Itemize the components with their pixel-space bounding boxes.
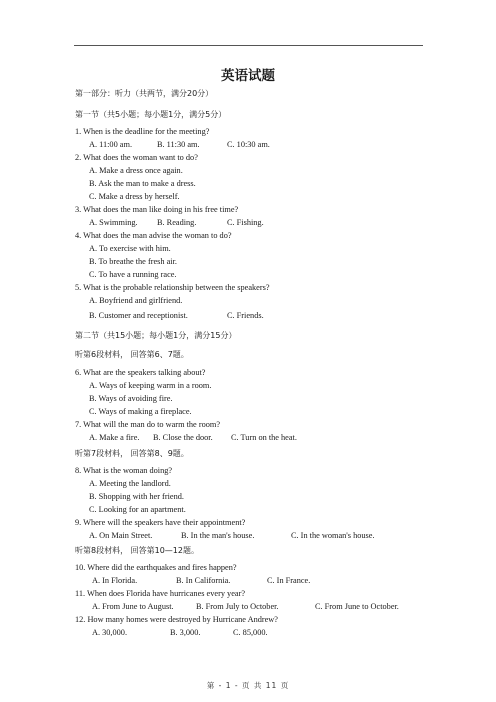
option-a: A. Make a fire. (89, 433, 140, 442)
question-stem: 8. What is the woman doing? (75, 466, 173, 475)
part-heading: 第一部分：听力（共两节，满分20分） (75, 89, 214, 98)
option-a: A. Swimming. (89, 218, 138, 227)
option-a: A. To exercise with him. (89, 244, 171, 253)
option-c: C. Looking for an apartment. (89, 505, 186, 514)
question-stem: 5. What is the probable relationship between the speakers? (75, 283, 270, 292)
option-c: C. Make a dress by herself. (89, 192, 180, 201)
option-c: C. To have a running race. (89, 270, 177, 279)
option-a: A. In Florida. (92, 576, 138, 585)
option-c: C. In France. (267, 576, 311, 585)
question-stem: 2. What does the woman want to do? (75, 153, 198, 162)
option-a: A. 11:00 am. (89, 140, 133, 149)
question-stem: 10. Where did the earthquakes and fires happen? (75, 563, 237, 572)
option-c: C. Fishing. (227, 218, 264, 227)
option-b: B. In the man's house. (181, 531, 255, 540)
question-stem: 3. What does the man like doing in his free time? (75, 205, 239, 214)
option-a: A. Boyfriend and girlfriend. (89, 296, 183, 305)
question-stem: 7. What will the man do to warm the room? (75, 420, 221, 429)
option-b: B. 3,000. (170, 628, 201, 637)
section-heading: 第二节（共15小题；每小题1分，满分15分） (75, 331, 237, 340)
option-b: B. To breathe the fresh air. (89, 257, 177, 266)
option-b: B. Close the door. (153, 433, 213, 442)
header-rule (74, 45, 423, 46)
question-stem: 1. When is the deadline for the meeting? (75, 127, 210, 136)
option-c: C. 85,000. (233, 628, 268, 637)
option-a: A. Ways of keeping warm in a room. (89, 381, 212, 390)
option-b: B. In California. (176, 576, 231, 585)
option-b: B. Customer and receptionist. (89, 311, 188, 320)
option-b: B. Ways of avoiding fire. (89, 394, 173, 403)
option-c: C. In the woman's house. (291, 531, 375, 540)
option-c: C. From June to October. (315, 602, 399, 611)
material-instruction: 听第8段材料， 回答第10—12题。 (75, 546, 199, 555)
page-footer: 第 - 1 - 页 共 11 页 (206, 681, 290, 690)
option-c: C. Ways of making a fireplace. (89, 407, 192, 416)
option-b: B. From July to October. (196, 602, 279, 611)
question-stem: 11. When does Florida have hurricanes every year? (75, 589, 246, 598)
option-b: B. Shopping with her friend. (89, 492, 184, 501)
option-a: A. On Main Street. (89, 531, 153, 540)
section-heading: 第一节（共5小题；每小题1分，满分5分） (75, 110, 227, 119)
option-c: C. Friends. (227, 311, 264, 320)
page-title: 英语试题 (221, 68, 275, 84)
option-b: B. 11:30 am. (157, 140, 200, 149)
material-instruction: 听第6段材料， 回答第6、7题。 (75, 350, 189, 359)
material-instruction: 听第7段材料， 回答第8、9题。 (75, 449, 189, 458)
option-a: A. From June to August. (92, 602, 174, 611)
option-b: B. Ask the man to make a dress. (89, 179, 196, 188)
question-stem: 4. What does the man advise the woman to do? (75, 231, 232, 240)
option-b: B. Reading. (157, 218, 197, 227)
question-stem: 9. Where will the speakers have their appointment? (75, 518, 246, 527)
option-a: A. 30,000. (92, 628, 128, 637)
option-c: C. Turn on the heat. (231, 433, 297, 442)
option-a: A. Make a dress once again. (89, 166, 183, 175)
question-stem: 12. How many homes were destroyed by Hurricane Andrew? (75, 615, 278, 624)
option-c: C. 10:30 am. (227, 140, 270, 149)
question-stem: 6. What are the speakers talking about? (75, 368, 206, 377)
option-a: A. Meeting the landlord. (89, 479, 171, 488)
